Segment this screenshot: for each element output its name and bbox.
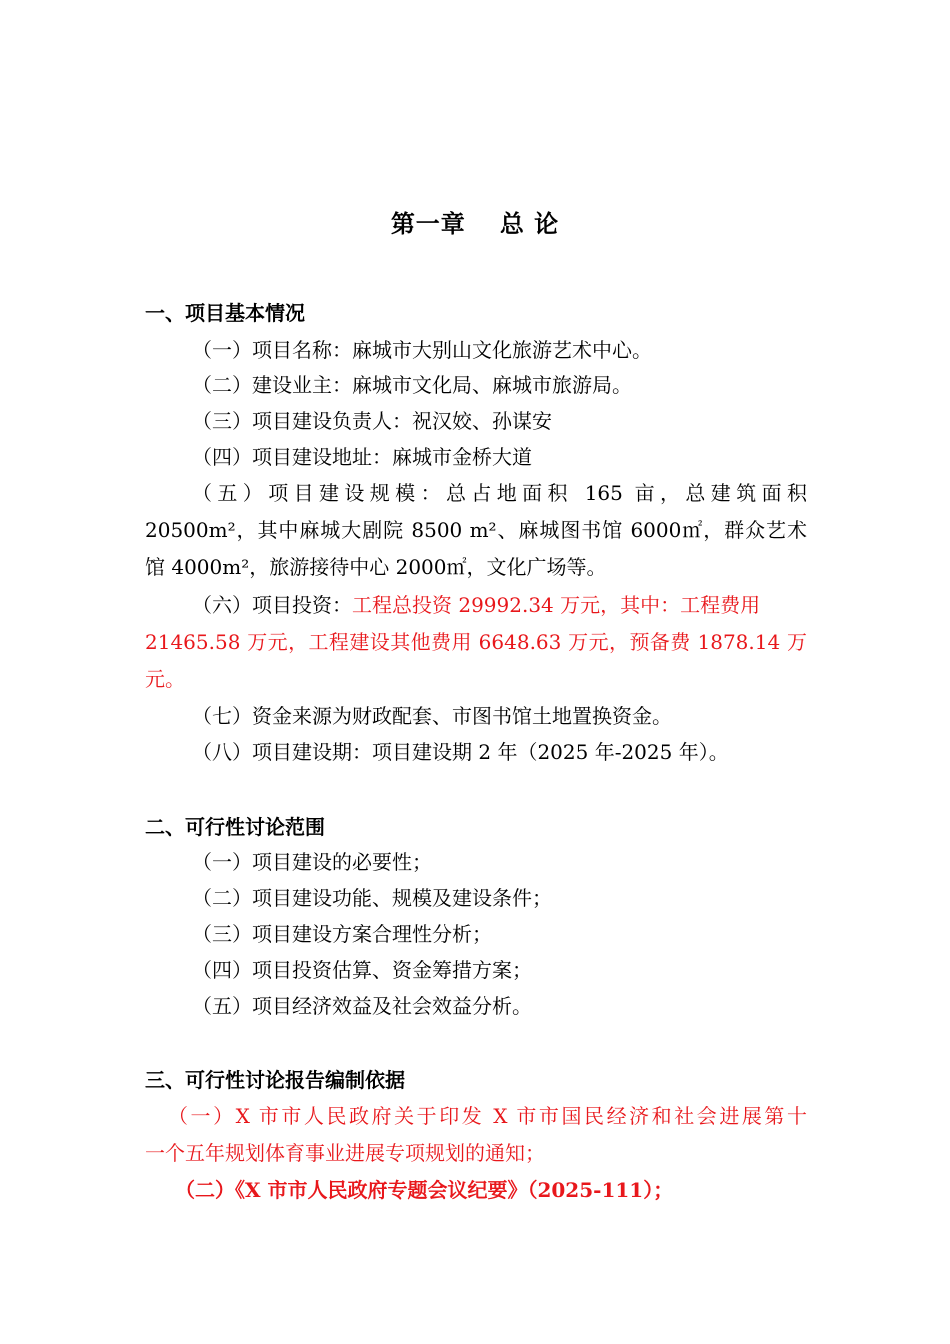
scope-item: （四）项目投资估算、资金筹措方案； — [192, 958, 532, 982]
project-investment-line-1 — [192, 590, 807, 620]
scope-item: （五）项目经济效益及社会效益分析。 — [192, 994, 532, 1018]
investment-label: （六）项目投资： — [192, 593, 352, 617]
scope-item: （一）项目建设的必要性； — [192, 850, 432, 874]
scope-item: （二）项目建设功能、规模及建设条件； — [192, 886, 552, 910]
project-investment-line-3: 元。 — [145, 667, 185, 691]
funding-source-line: （七）资金来源为财政配套、市图书馆土地置换资金。 — [192, 704, 672, 728]
project-address-line: （四）项目建设地址：麻城市金桥大道 — [192, 445, 532, 469]
project-leader-line: （三）项目建设负责人：祝汉姣、孙谋安 — [192, 409, 552, 433]
project-scale-line-3: 馆 4000m²，旅游接待中心 2000㎡，文化广场等。 — [145, 555, 607, 579]
chapter-number: 第一章 — [390, 210, 466, 238]
chapter-name: 总 论 — [499, 210, 560, 238]
basis-item-2: （二）《X 市市人民政府专题会议纪要》（2025-111）； — [175, 1178, 674, 1202]
basis-item-1-line-2: 一个五年规划体育事业进展专项规划的通知； — [145, 1141, 545, 1165]
project-name-line: （一）项目名称：麻城市大别山文化旅游艺术中心。 — [192, 338, 652, 362]
section-heading-basis: 三、可行性讨论报告编制依据 — [145, 1068, 405, 1092]
project-investment-line-2: 21465.58 万元，工程建设其他费用 6648.63 万元，预备费 1878.14 万 — [145, 630, 807, 654]
section-heading-scope: 二、可行性讨论范围 — [145, 815, 325, 839]
chapter-title — [0, 204, 950, 239]
project-scale-line-1: （五）项目建设规模：总占地面积 165 亩，总建筑面积 — [192, 481, 807, 505]
scope-item: （三）项目建设方案合理性分析； — [192, 922, 492, 946]
section-heading-basic-info: 一、项目基本情况 — [145, 301, 305, 325]
investment-total: 工程总投资 29992.34 万元，其中：工程费用 — [352, 593, 761, 617]
construction-period-line: （八）项目建设期：项目建设期 2 年（2025 年-2025 年）。 — [192, 740, 729, 764]
project-scale-line-2: 20500m²，其中麻城大剧院 8500 m²、麻城图书馆 6000㎡，群众艺术 — [145, 518, 807, 542]
project-owner-line: （二）建设业主：麻城市文化局、麻城市旅游局。 — [192, 373, 632, 397]
basis-item-1-line-1: （一）X 市市人民政府关于印发 X 市市国民经济和社会进展第十 — [168, 1104, 807, 1128]
